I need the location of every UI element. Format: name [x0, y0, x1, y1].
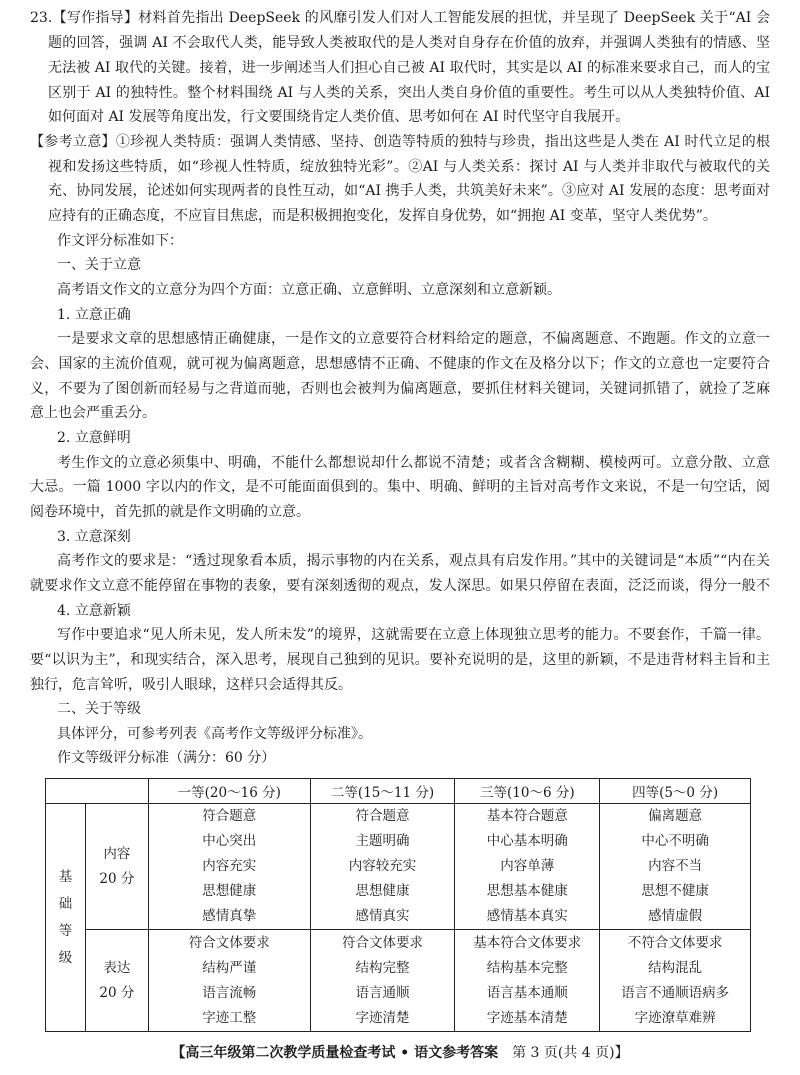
grade-cell — [148, 804, 310, 930]
cell-line: 思想健康 — [202, 883, 257, 899]
subsection-heading: 2. 立意鲜明 — [57, 430, 131, 446]
group-label-cell — [46, 804, 86, 1032]
cell-line: 内容不当 — [648, 858, 703, 874]
text-line: 意上也会严重丢分。 — [30, 405, 156, 421]
cell-line: 语言流畅 — [202, 984, 257, 1001]
header-cell: 一等(20～16 分) — [148, 779, 310, 804]
cell-line: 中心突出 — [202, 833, 257, 849]
cell-line: 结构严谨 — [202, 959, 257, 976]
section-heading: 二、关于等级 — [57, 701, 141, 717]
grade-cell — [455, 930, 600, 1032]
text-line: 如何面对 AI 发展等角度出发，行文要围绕肯定人类价值、思考如何在 AI 时代坚守自我展开。 — [48, 109, 630, 125]
page-number: 第 3 页(共 4 页)】 — [512, 1045, 629, 1061]
grade-cell — [600, 930, 751, 1032]
cell-line: 内容单薄 — [500, 858, 555, 874]
subsection-heading: 4. 立意新颖 — [57, 603, 131, 619]
text-line: 【参考立意】①珍视人类特质：强调人类情感、坚持、创造等特质的独特与珍贵，指出这些是人类在 AI 时代立足的根 — [30, 134, 770, 150]
grade-cell — [600, 804, 751, 930]
cell-line: 字迹潦草难辨 — [634, 1009, 716, 1026]
cell-line: 字迹基本清楚 — [486, 1009, 568, 1026]
grade-cell — [455, 804, 600, 930]
cell-line: 感情真实 — [355, 908, 410, 924]
row-label: 表达 — [103, 959, 131, 976]
cell-line: 基本符合题意 — [486, 808, 568, 824]
cell-line: 语言基本通顺 — [486, 984, 568, 1001]
text-line: 要“以识为主”，和现实结合，深入思考，展现自己独到的见识。要补充说明的是，这里的新颖，不是违背材料主旨和主 — [30, 652, 770, 668]
text-line: 视和发扬这些特质，如“珍视人性特质，绽放独特光彩”。②AI 与人类关系：探讨 AI 与人类并非取代与被取代的关 — [48, 159, 770, 175]
cell-line: 不符合文体要求 — [627, 934, 723, 951]
text-line: 高考作文的要求是：“透过现象看本质，揭示事物的内在关系，观点具有启发作用。”其中的关键词是“本质”“内在关 — [57, 553, 770, 569]
header-cell: 四等(5～0 分) — [600, 779, 751, 804]
text-line: 区别于 AI 的独特性。整个材料围绕 AI 与人类的关系，突出人类自身价值的重要性。考生可以从人类独特价值、AI — [48, 85, 770, 101]
group-label-char: 基 — [58, 868, 73, 885]
cell-line: 符合题意 — [355, 808, 410, 824]
cell-line: 字迹清楚 — [355, 1009, 410, 1026]
cell-line: 偏离题意 — [648, 808, 703, 824]
cell-line: 结构完整 — [355, 959, 410, 976]
row-label: 内容 — [103, 845, 131, 862]
row-label-cell — [85, 930, 148, 1032]
text-line: 23.【写作指导】材料首先指出 DeepSeek 的风靡引发人们对人工智能发展的担忧，并呈现了 DeepSeek 关于“AI 会 — [30, 10, 770, 26]
header-cell: 二等(15～11 分) — [310, 779, 455, 804]
cell-line: 语言不通顺语病多 — [621, 984, 730, 1001]
subsection-heading: 1. 立意正确 — [57, 307, 131, 323]
row-points: 20 分 — [99, 984, 135, 1001]
text-line: 应持有的正确态度，不应盲目焦虑，而是积极拥抱变化，发挥自身优势，如“拥抱 AI 变革，坚守人类优势”。 — [48, 208, 717, 224]
cell-line: 结构基本完整 — [486, 959, 568, 976]
text-line: 无法被 AI 取代的关键。接着，进一步阐述当人们担心自己被 AI 取代时，其实是以 AI 的标准来要求自己，而人的宝 — [48, 60, 770, 76]
text-line: 充、协同发展，论述如何实现两者的良性互动，如“AI 携手人类，共筑美好未来”。③应对 AI 发展的态度：思考面对 — [48, 183, 770, 199]
row-points: 20 分 — [99, 870, 135, 887]
cell-line: 符合文体要求 — [342, 934, 424, 951]
table-caption: 作文等级评分标准（满分：60 分） — [57, 750, 276, 766]
cell-line: 思想基本健康 — [486, 883, 568, 899]
cell-line: 字迹工整 — [202, 1009, 257, 1026]
text-line: 高考语文作文的立意分为四个方面：立意正确、立意鲜明、立意深刻和立意新颖。 — [57, 282, 561, 298]
grade-cell — [148, 930, 310, 1032]
grade-cell — [310, 930, 455, 1032]
empty-header-cell — [46, 779, 149, 804]
group-label-char: 级 — [58, 949, 73, 966]
table-header-row — [46, 779, 751, 804]
cell-line: 语言通顺 — [355, 984, 410, 1001]
subsection-heading: 3. 立意深刻 — [57, 529, 131, 545]
text-line: 具体评分，可参考列表《高考作文等级评分标准》。 — [57, 726, 372, 742]
grade-cell — [310, 804, 455, 930]
text-line: 一是要求文章的思想感情正确健康，一是作文的立意要符合材料给定的题意，不偏离题意、不跑题。作文的立意一 — [57, 331, 770, 347]
section-heading: 一、关于立意 — [57, 257, 141, 273]
text-line: 就要求作文立意不能停留在事物的表象，要有深刻透彻的观点，发人深思。如果只停留在表面，泛泛而谈，得分一般不 — [30, 578, 770, 594]
text-line: 写作中要追求“见人所未见，发人所未发”的境界，这就需要在立意上体现独立思考的能力。不要套作，千篇一律。 — [57, 627, 770, 643]
group-label-char: 等 — [58, 922, 73, 939]
cell-line: 感情虚假 — [648, 908, 703, 924]
text-line: 会、国家的主流价值观，就可视为偏离题意，思想感情不正确、不健康的作文在及格分以下；作文的立意也一定要符合 — [30, 356, 770, 372]
cell-line: 感情基本真实 — [486, 908, 568, 924]
grading-table — [45, 778, 751, 1032]
cell-line: 思想不健康 — [641, 883, 709, 899]
cell-line: 感情真挚 — [202, 908, 257, 924]
page-footer — [0, 1042, 800, 1062]
text-line: 作文评分标准如下： — [57, 233, 183, 249]
text-line: 独行，危言耸听，吸引人眼球，这样只会适得其反。 — [30, 677, 352, 693]
cell-line: 基本符合文体要求 — [473, 934, 582, 951]
text-line: 题的回答，强调 AI 不会取代人类，能导致人类被取代的是人类对自身存在价值的放弃，并强调人类独有的情感、坚 — [48, 35, 770, 51]
group-label-char: 础 — [58, 895, 73, 912]
text-line: 考生作文的立意必须集中、明确，不能什么都想说却什么都说不清楚；或者含含糊糊、模棱两可。立意分散、立意 — [57, 455, 770, 471]
cell-line: 思想健康 — [355, 883, 410, 899]
cell-line: 内容较充实 — [348, 858, 417, 874]
cell-line: 主题明确 — [355, 833, 410, 849]
footer-title: 【高三年级第二次教学质量检查考试 • 语文参考答案 — [171, 1045, 499, 1061]
header-cell: 三等(10～6 分) — [455, 779, 600, 804]
row-label-cell — [85, 804, 148, 930]
cell-line: 符合文体要求 — [188, 934, 270, 951]
cell-line: 结构混乱 — [648, 959, 703, 976]
text-line: 阅卷环境中，首先抓的就是作文明确的立意。 — [30, 504, 310, 520]
table-row-expression — [46, 930, 751, 1032]
cell-line: 中心不明确 — [641, 833, 709, 849]
cell-line: 内容充实 — [202, 858, 257, 874]
text-line: 大忌。一篇 1000 字以内的作文，是不可能面面俱到的。集中、明确、鲜明的主旨对高考作文来说，不是一句空话，阅 — [30, 479, 770, 495]
cell-line: 中心基本明确 — [486, 833, 568, 849]
cell-line: 符合题意 — [202, 808, 257, 824]
text-line: 义，不要为了图创新而轻易与之背道而驰，否则也会被判为偏离题意，要抓住材料关键词，关键词抓错了，就捡了芝麻 — [30, 381, 770, 397]
table-row-content — [46, 804, 751, 930]
